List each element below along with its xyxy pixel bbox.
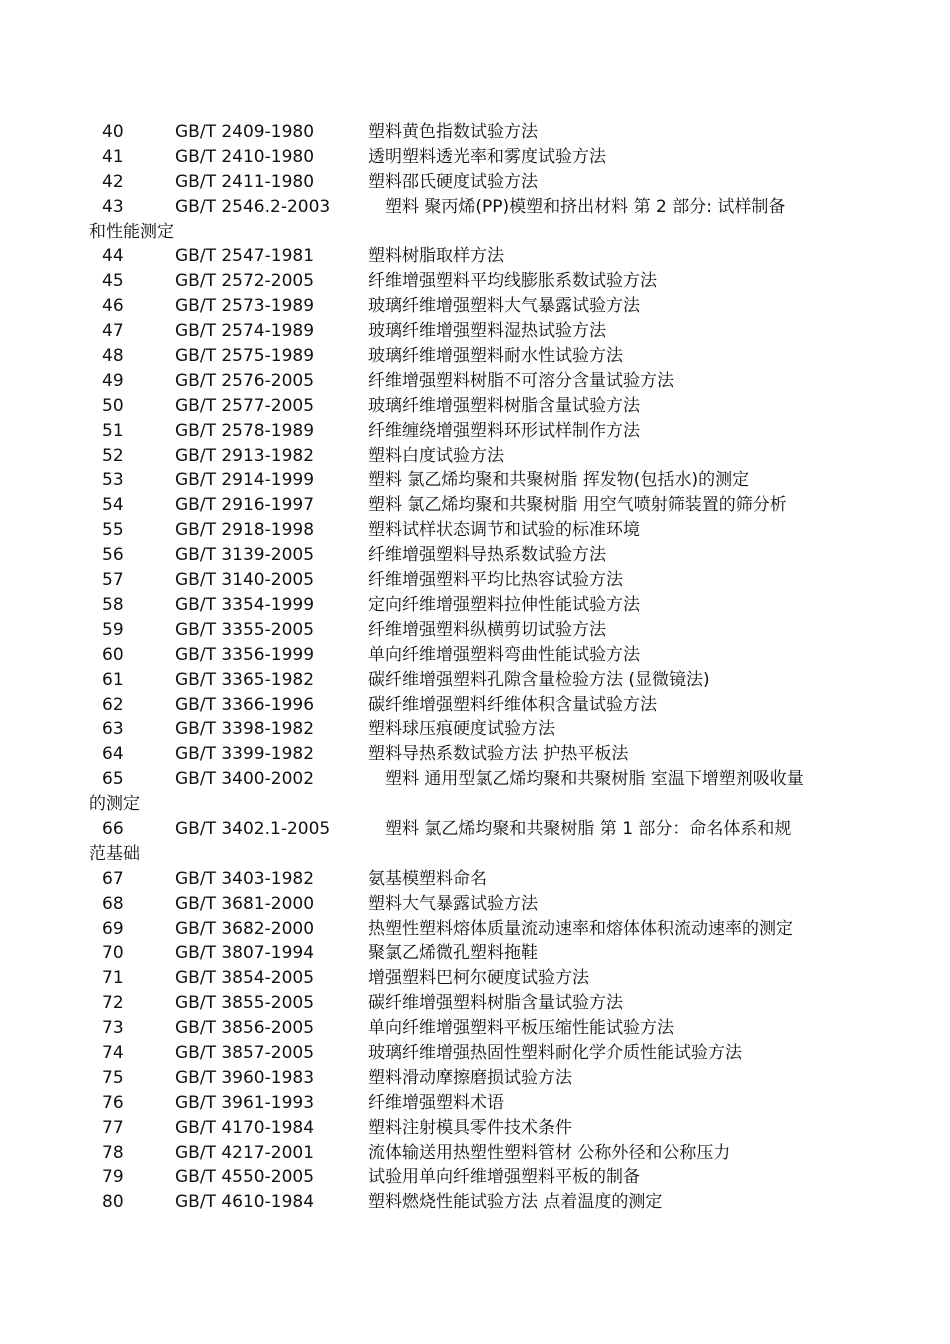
standard-title: 玻璃纤维增强热固性塑料耐化学介质性能试验方法 [368, 1043, 742, 1063]
list-item [102, 593, 862, 618]
standard-title: 透明塑料透光率和雾度试验方法 [368, 146, 606, 167]
entry-number: 42 [102, 171, 124, 192]
standard-title: 塑料白度试验方法 [368, 445, 504, 466]
list-item [102, 668, 862, 693]
list-item [102, 145, 862, 170]
entry-number: 48 [102, 346, 124, 367]
entry-number: 40 [102, 122, 124, 142]
standard-title: 流体输送用热塑性塑料管材 公称外径和公称压力 [368, 1142, 731, 1163]
standard-title: 纤维缠绕增强塑料环形试样制作方法 [368, 420, 640, 441]
entry-number: 55 [102, 520, 124, 541]
standard-title: 塑料 氯乙烯均聚和共聚树脂 第 1 部分：命名体系和规 [385, 818, 792, 839]
list-item [102, 643, 862, 668]
standard-code: GB/T 3365-1982 [175, 669, 315, 690]
standard-code: GB/T 4550-2005 [175, 1167, 315, 1188]
standard-code: GB/T 3402.1-2005 [175, 818, 331, 839]
list-item [102, 294, 862, 319]
standard-code: GB/T 3354-1999 [175, 594, 315, 615]
entry-number: 72 [102, 993, 124, 1014]
standard-title-continuation: 和性能测定 [89, 221, 174, 242]
standard-title: 玻璃纤维增强塑料耐水性试验方法 [368, 346, 623, 367]
list-item [102, 269, 862, 294]
list-item [102, 1091, 862, 1116]
entry-number: 75 [102, 1067, 124, 1088]
list-item [102, 543, 862, 568]
standard-code: GB/T 2572-2005 [175, 271, 315, 292]
entry-number: 44 [102, 246, 124, 267]
entry-number: 74 [102, 1043, 124, 1063]
list-item [102, 693, 862, 718]
list-item [102, 444, 862, 469]
standard-code: GB/T 3400-2002 [175, 769, 315, 790]
standard-code: GB/T 3356-1999 [175, 644, 315, 665]
list-item [102, 1165, 862, 1190]
entry-number: 50 [102, 395, 124, 416]
entry-number: 57 [102, 570, 124, 591]
standard-title: 塑料导热系数试验方法 护热平板法 [368, 744, 629, 765]
entry-number: 64 [102, 744, 124, 765]
standard-code: GB/T 2578-1989 [175, 420, 315, 441]
list-item [102, 244, 862, 269]
list-item [102, 1041, 862, 1066]
list-item [102, 394, 862, 419]
list-item [102, 344, 862, 369]
list-item [102, 170, 862, 195]
standard-title: 塑料试样状态调节和试验的标准环境 [368, 520, 640, 541]
standard-title: 纤维增强塑料树脂不可溶分含量试验方法 [368, 370, 674, 391]
list-item [102, 966, 862, 991]
entry-number: 43 [102, 196, 124, 217]
standard-title: 玻璃纤维增强塑料湿热试验方法 [368, 321, 606, 342]
list-item [102, 742, 862, 767]
list-item [102, 419, 862, 444]
standard-code: GB/T 3398-1982 [175, 719, 315, 740]
entry-number: 58 [102, 594, 124, 615]
standard-code: GB/T 3366-1996 [175, 694, 315, 715]
standard-title: 塑料大气暴露试验方法 [368, 893, 538, 914]
list-item [102, 518, 862, 543]
standard-code: GB/T 3681-2000 [175, 893, 315, 914]
standard-code: GB/T 3807-1994 [175, 943, 315, 964]
standard-title: 塑料黄色指数试验方法 [368, 122, 538, 142]
standard-title-continuation: 范基础 [89, 843, 140, 864]
entry-number: 66 [102, 818, 124, 839]
standard-code: GB/T 2576-2005 [175, 370, 315, 391]
list-item [102, 1016, 862, 1041]
entry-number: 41 [102, 146, 124, 167]
entry-number: 79 [102, 1167, 124, 1188]
standard-code: GB/T 3403-1982 [175, 868, 315, 889]
standard-title: 单向纤维增强塑料平板压缩性能试验方法 [368, 1018, 674, 1039]
list-item [102, 618, 862, 643]
list-item [102, 1141, 862, 1166]
standard-code: GB/T 2409-1980 [175, 122, 315, 142]
standard-code: GB/T 3399-1982 [175, 744, 315, 765]
standard-code: GB/T 2411-1980 [175, 171, 315, 192]
entry-number: 45 [102, 271, 124, 292]
standard-title: 塑料 氯乙烯均聚和共聚树脂 用空气喷射筛装置的筛分析 [368, 495, 787, 516]
standard-title: 聚氯乙烯微孔塑料拖鞋 [368, 943, 538, 964]
entry-number: 52 [102, 445, 124, 466]
standard-title: 塑料 通用型氯乙烯均聚和共聚树脂 室温下增塑剂吸收量 [385, 769, 804, 790]
standards-list [89, 120, 862, 1215]
standard-title: 氨基模塑料命名 [368, 868, 487, 889]
list-item [102, 369, 862, 394]
list-item [102, 319, 862, 344]
entry-number: 76 [102, 1092, 124, 1113]
entry-number: 60 [102, 644, 124, 665]
entry-number: 80 [102, 1192, 124, 1213]
list-item [89, 767, 862, 817]
entry-number: 59 [102, 619, 124, 640]
standard-code: GB/T 3856-2005 [175, 1018, 315, 1039]
entry-number: 54 [102, 495, 124, 516]
standard-code: GB/T 2546.2-2003 [175, 196, 331, 217]
list-item [102, 941, 862, 966]
entry-number: 69 [102, 918, 124, 939]
standard-code: GB/T 3961-1993 [175, 1092, 315, 1113]
standard-title: 塑料邵氏硬度试验方法 [368, 171, 538, 192]
list-item [102, 120, 862, 145]
standard-title: 纤维增强塑料平均比热容试验方法 [368, 570, 623, 591]
standard-code: GB/T 3140-2005 [175, 570, 315, 591]
entry-number: 61 [102, 669, 124, 690]
standard-title: 纤维增强塑料导热系数试验方法 [368, 545, 606, 566]
entry-number: 47 [102, 321, 124, 342]
standard-code: GB/T 3855-2005 [175, 993, 315, 1014]
standard-code: GB/T 2410-1980 [175, 146, 315, 167]
list-item [102, 867, 862, 892]
standard-code: GB/T 2916-1997 [175, 495, 315, 516]
standard-title: 增强塑料巴柯尔硬度试验方法 [368, 968, 589, 989]
standard-code: GB/T 2914-1999 [175, 470, 315, 491]
list-item [102, 892, 862, 917]
entry-number: 46 [102, 296, 124, 317]
standard-title: 碳纤维增强塑料孔隙含量检验方法 (显微镜法) [368, 669, 710, 690]
standard-title: 定向纤维增强塑料拉伸性能试验方法 [368, 594, 640, 615]
entry-number: 63 [102, 719, 124, 740]
list-item [102, 717, 862, 742]
entry-number: 71 [102, 968, 124, 989]
standard-code: GB/T 3355-2005 [175, 619, 315, 640]
list-item [102, 1190, 862, 1215]
standard-title: 塑料滑动摩擦磨损试验方法 [368, 1067, 572, 1088]
standard-title: 碳纤维增强塑料树脂含量试验方法 [368, 993, 623, 1014]
standard-code: GB/T 3139-2005 [175, 545, 315, 566]
entry-number: 77 [102, 1117, 124, 1138]
list-item [102, 568, 862, 593]
standard-code: GB/T 2547-1981 [175, 246, 315, 267]
entry-number: 68 [102, 893, 124, 914]
list-item [102, 917, 862, 942]
standard-code: GB/T 2577-2005 [175, 395, 315, 416]
standard-code: GB/T 3682-2000 [175, 918, 315, 939]
list-item [89, 817, 862, 867]
entry-number: 49 [102, 370, 124, 391]
entry-number: 73 [102, 1018, 124, 1039]
entry-number: 62 [102, 694, 124, 715]
standard-title: 纤维增强塑料纵横剪切试验方法 [368, 619, 606, 640]
standard-title-continuation: 的测定 [89, 794, 140, 815]
standard-title: 试验用单向纤维增强塑料平板的制备 [368, 1167, 640, 1188]
standard-code: GB/T 2913-1982 [175, 445, 315, 466]
standard-title: 纤维增强塑料术语 [368, 1092, 504, 1113]
entry-number: 51 [102, 420, 124, 441]
standard-code: GB/T 4610-1984 [175, 1192, 315, 1213]
standard-title: 纤维增强塑料平均线膨胀系数试验方法 [368, 271, 657, 292]
standard-title: 塑料燃烧性能试验方法 点着温度的测定 [368, 1192, 663, 1213]
standard-title: 玻璃纤维增强塑料大气暴露试验方法 [368, 296, 640, 317]
list-item [102, 468, 862, 493]
standard-code: GB/T 2918-1998 [175, 520, 315, 541]
list-item [102, 1066, 862, 1091]
standard-title: 玻璃纤维增强塑料树脂含量试验方法 [368, 395, 640, 416]
standard-title: 塑料注射模具零件技术条件 [368, 1117, 572, 1138]
standard-title: 碳纤维增强塑料纤维体积含量试验方法 [368, 694, 657, 715]
entry-number: 56 [102, 545, 124, 566]
list-item [102, 991, 862, 1016]
standard-title: 塑料树脂取样方法 [368, 246, 504, 267]
list-item [89, 195, 862, 245]
standard-code: GB/T 3960-1983 [175, 1067, 315, 1088]
standard-code: GB/T 2573-1989 [175, 296, 315, 317]
list-item [102, 1116, 862, 1141]
entry-number: 78 [102, 1142, 124, 1163]
standard-code: GB/T 2574-1989 [175, 321, 315, 342]
list-item [102, 493, 862, 518]
standard-code: GB/T 2575-1989 [175, 346, 315, 367]
standard-code: GB/T 3857-2005 [175, 1043, 315, 1063]
standard-code: GB/T 4170-1984 [175, 1117, 315, 1138]
standard-title: 塑料 氯乙烯均聚和共聚树脂 挥发物(包括水)的测定 [368, 470, 750, 491]
standard-code: GB/T 4217-2001 [175, 1142, 315, 1163]
standard-title: 塑料球压痕硬度试验方法 [368, 719, 555, 740]
entry-number: 70 [102, 943, 124, 964]
entry-number: 67 [102, 868, 124, 889]
entry-number: 65 [102, 769, 124, 790]
standard-title: 塑料 聚丙烯(PP)模塑和挤出材料 第 2 部分: 试样制备 [385, 196, 786, 217]
entry-number: 53 [102, 470, 124, 491]
standard-title: 热塑性塑料熔体质量流动速率和熔体体积流动速率的测定 [368, 918, 793, 939]
standard-title: 单向纤维增强塑料弯曲性能试验方法 [368, 644, 640, 665]
standard-code: GB/T 3854-2005 [175, 968, 315, 989]
